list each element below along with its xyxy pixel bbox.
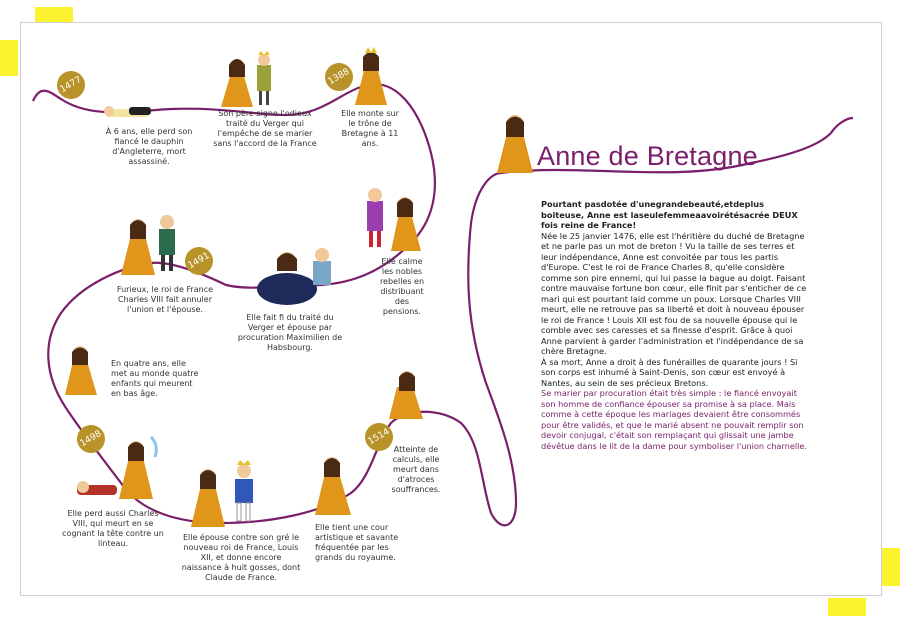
timeline-caption-8: Elle perd aussi Charles VIII, qui meurt en se cognant la tête contre un linteau. — [62, 509, 164, 548]
marker-tab-bottom — [828, 598, 866, 616]
timeline-caption-10: Elle tient une cour artistique et savante fréquentée par les grands du royaume. — [315, 523, 399, 562]
anne-title-figure — [493, 107, 537, 175]
timeline-caption-3: Elle monte sur le trône de Bretagne à 11 ans. — [341, 109, 399, 148]
lead-paragraph: Pourtant pasdotée d'unegrandebeauté,etdeplus boiteuse, Anne est laseulefemmeaavoirétésacrée DEUX fois reine de France! — [541, 199, 798, 230]
anne-figure-8 — [75, 427, 165, 501]
book-page — [20, 22, 882, 596]
anne-figure-7 — [61, 341, 101, 397]
anne-figure-1 — [99, 99, 159, 127]
anne-figure-4 — [361, 185, 431, 253]
timeline-caption-6: Furieux, le roi de France Charles VIII fait annuler l'union et l'épouse. — [116, 285, 214, 314]
anne-figure-6 — [117, 209, 183, 279]
anne-figure-3 — [351, 45, 391, 107]
timeline-caption-2: Son père signe l'odieux traité du Verger qui l'empêche de se marier sans l'accord de la France — [213, 109, 317, 148]
timeline-caption-7: En quatre ans, elle met au monde quatre enfants qui meurent en bas âge. — [111, 359, 199, 398]
page-title: Anne de Bretagne — [537, 141, 758, 171]
marker-tab-right — [882, 548, 900, 586]
marker-tab-left — [0, 40, 18, 76]
anne-figure-9 — [187, 459, 267, 529]
timeline-caption-4: Elle calme les nobles rebelles en distribuant des pensions. — [379, 257, 425, 316]
timeline-caption-9: Elle épouse contre son gré le nouveau roi de France, Louis XII, et donne encore naissance à huit gosses, dont Claude de France. — [181, 533, 301, 582]
anne-figure-5 — [257, 241, 341, 305]
year-badge-1388: 1388 — [320, 58, 358, 96]
timeline-caption-5: Elle fait fi du traité du Verger et épouse par procuration Maximilien de Habsbourg. — [237, 313, 343, 352]
anne-figure-2 — [213, 51, 283, 109]
aside-paragraph: Se marier par procuration était très simple : le fiancé envoyait son homme de confiance épouser sa promise à sa place. Mais comme à cette époque les mariages devaient être consommés pour être validés, et que le marié absent ne pouvait remplir son devoir conjugal, c'était son remplaçant qui glissait une jambe dévêtue dans le lit de la dame pour symboliser l'union charnelle. — [541, 388, 808, 451]
marker-tab-top — [35, 7, 73, 22]
year-badge-1491: 1491 — [180, 242, 218, 280]
year-badge-1477: 1477 — [52, 66, 90, 104]
anne-figure-11 — [383, 365, 433, 421]
anne-figure-10 — [311, 449, 355, 517]
year-badge-1498: 1498 — [72, 420, 110, 458]
body-paragraph-2: À sa mort, Anne a droit à des funérailles de quarante jours ! Si son corps est inhumé à Saint-Denis, son cœur est envoyé à Nantes, au sein de ses précieux Bretons. — [541, 356, 798, 388]
timeline-caption-1: À 6 ans, elle perd son fiancé le dauphin d'Angleterre, mort assassiné. — [105, 127, 193, 166]
body-paragraph: Née le 25 janvier 1476, elle est l'héritière du duché de Bretagne et ne parle pas un mot de breton ! Vu la taille de ses terres et leur indépendance, Anne est convoitée par tous les partis d'Europe. C'est le roi de France Charles 8, qu'elle considère comme son pire ennemi, qui lui passe la bague au doigt. Faisant contre mauvaise fortune bon cœur, elle finit par s'enticher de ce mari qui est pourtant laid comme un poux. Lorsque Charles VIII meurt, elle ne retrouve pas sa liberté et doit à nouveau épouser le roi de France ! Louis XII est fou de sa nouvelle épouse qui le comble avec ses caresses et sa finesse d'esprit. Grâce à quoi Anne parvient à garder l'administration et l'indépendance de sa chère Bretagne. — [541, 230, 807, 356]
body-text-block — [541, 199, 809, 451]
year-badge-1514: 1514 — [360, 418, 398, 456]
timeline-caption-11: Atteinte de calculs, elle meurt dans d'atroces souffrances. — [391, 445, 441, 494]
